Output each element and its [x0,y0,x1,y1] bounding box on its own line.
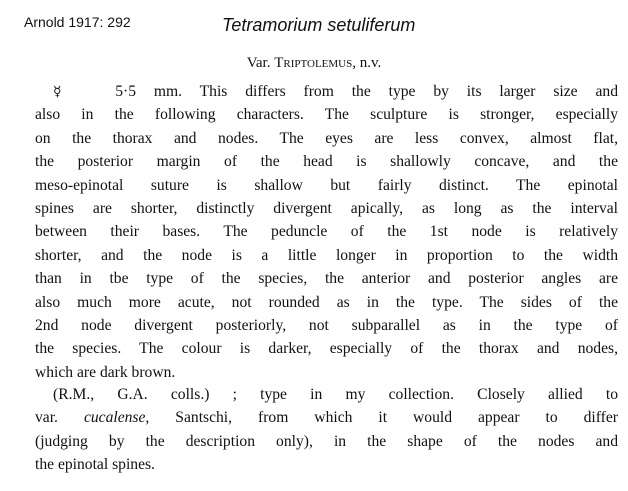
citation: Arnold 1917: 292 [24,14,131,30]
text-line: (R.M., G.A. colls.) ; type in my collection. Closely allied to [53,386,618,403]
text-line: than in tbe type of the species, the anterior and posterior angles are [35,270,618,288]
text-line [35,80,618,103]
variety-suffix: , n.v. [352,55,382,71]
text-line: spines are shorter, distinctly divergent apically, as long as the interval [35,199,618,217]
text-line: shorter, and the node is a little longer in proportion to the width [35,246,618,264]
text-line: between their bases. The peduncle of the 1st node is relatively [35,223,618,241]
description-paragraph [35,80,618,384]
variety-name: Triptolemus [274,55,353,71]
variety-heading [0,54,628,72]
text-line: the species. The colour is darker, especially of the thorax and nodes, [35,340,618,358]
worker-symbol-icon: ☿ [53,84,62,100]
text-line [35,406,618,429]
text-line: (judging by the description only), in the shape of the nodes and [35,432,618,450]
text-line: the posterior margin of the head is shallowly concave, and the [35,153,618,171]
text-line-rest: , Santschi, from which it would appear to differ [145,409,618,427]
text-line-prefix: var. [35,409,58,427]
variety-prefix: Var. [246,55,271,71]
taxon-name: cucalense [83,409,146,427]
text-line: meso-epinotal suture is shallow but fairly distinct. The epinotal [35,176,618,194]
material-paragraph [35,383,618,477]
text-line: on the thorax and nodes. The eyes are less convex, almost flat, [35,129,618,147]
text-line: also in the following characters. The sculpture is stronger, especially [35,106,618,124]
text-line: also much more acute, not rounded as in the type. The sides of the [35,293,618,311]
text-line: which are dark brown. [35,363,176,381]
text-line: 2nd node divergent posteriorly, not subparallel as in the type of [35,316,618,334]
species-title: Tetramorium setuliferum [222,15,416,35]
text-line-content: 5·5 mm. This differs from the type by its larger size and [115,83,618,100]
text-line: the epinotal spines. [35,456,155,474]
